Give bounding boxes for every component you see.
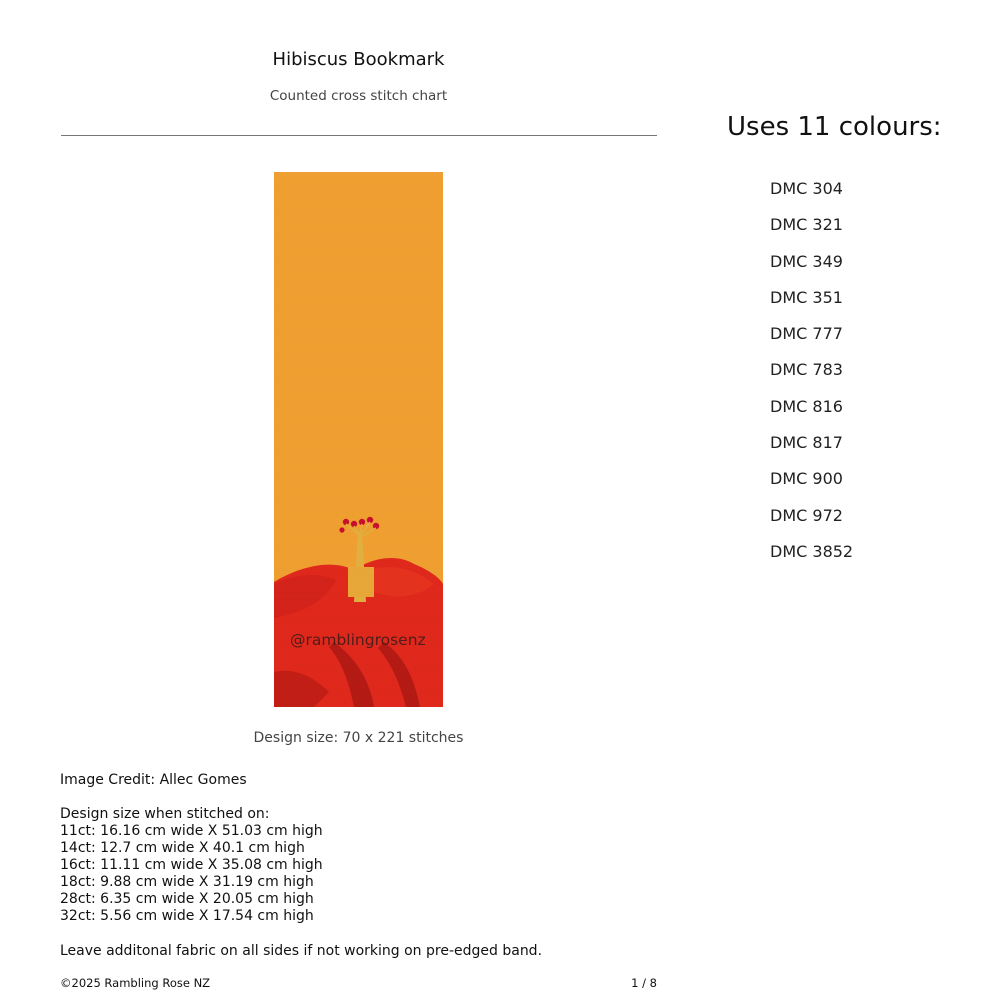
colours-heading: Uses 11 colours: <box>727 112 942 142</box>
stitched-size-row: 28ct: 6.35 cm wide X 20.05 cm high <box>60 891 314 907</box>
page-subtitle: Counted cross stitch chart <box>269 88 448 104</box>
stitched-size-row: 18ct: 9.88 cm wide X 31.19 cm high <box>60 874 314 890</box>
colour-item: DMC 304 <box>770 179 843 198</box>
stitched-size-row: 11ct: 16.16 cm wide X 51.03 cm high <box>60 823 323 839</box>
colour-item: DMC 817 <box>770 433 843 453</box>
page-title: Hibiscus Bookmark <box>272 49 445 70</box>
stitched-size-row: 16ct: 11.11 cm wide X 35.08 cm high <box>60 857 323 873</box>
hibiscus-chart-graphic <box>274 172 443 707</box>
page-number: 1 / 8 <box>631 976 657 990</box>
chart-preview-image <box>274 172 443 707</box>
stitched-size-row: 32ct: 5.56 cm wide X 17.54 cm high <box>60 908 314 924</box>
footer-copyright: ©2025 Rambling Rose NZ <box>60 976 211 990</box>
colour-list <box>770 179 853 578</box>
stitched-sizes-heading: Design size when stitched on: <box>60 806 270 822</box>
colour-item: DMC 321 <box>770 215 843 235</box>
stitched-sizes <box>60 806 323 925</box>
fabric-note: Leave additonal fabric on all sides if not working on pre-edged band. <box>60 943 543 959</box>
stitched-size-row: 14ct: 12.7 cm wide X 40.1 cm high <box>60 840 305 856</box>
divider <box>61 135 657 136</box>
stitch-texture <box>274 172 443 707</box>
colour-item: DMC 972 <box>770 505 843 525</box>
colour-item: DMC 351 <box>770 287 843 307</box>
image-credit: Image Credit: Allec Gomes <box>60 772 247 788</box>
design-size-caption: Design size: 70 x 221 stitches <box>253 730 464 746</box>
colour-item: DMC 783 <box>770 360 843 380</box>
colour-item: DMC 3852 <box>770 541 854 561</box>
colour-item: DMC 349 <box>770 251 843 271</box>
chart-watermark: @ramblingrosenz <box>290 631 426 649</box>
colour-item: DMC 777 <box>770 324 843 344</box>
colour-item: DMC 900 <box>770 469 843 489</box>
colour-item: DMC 816 <box>770 396 843 416</box>
